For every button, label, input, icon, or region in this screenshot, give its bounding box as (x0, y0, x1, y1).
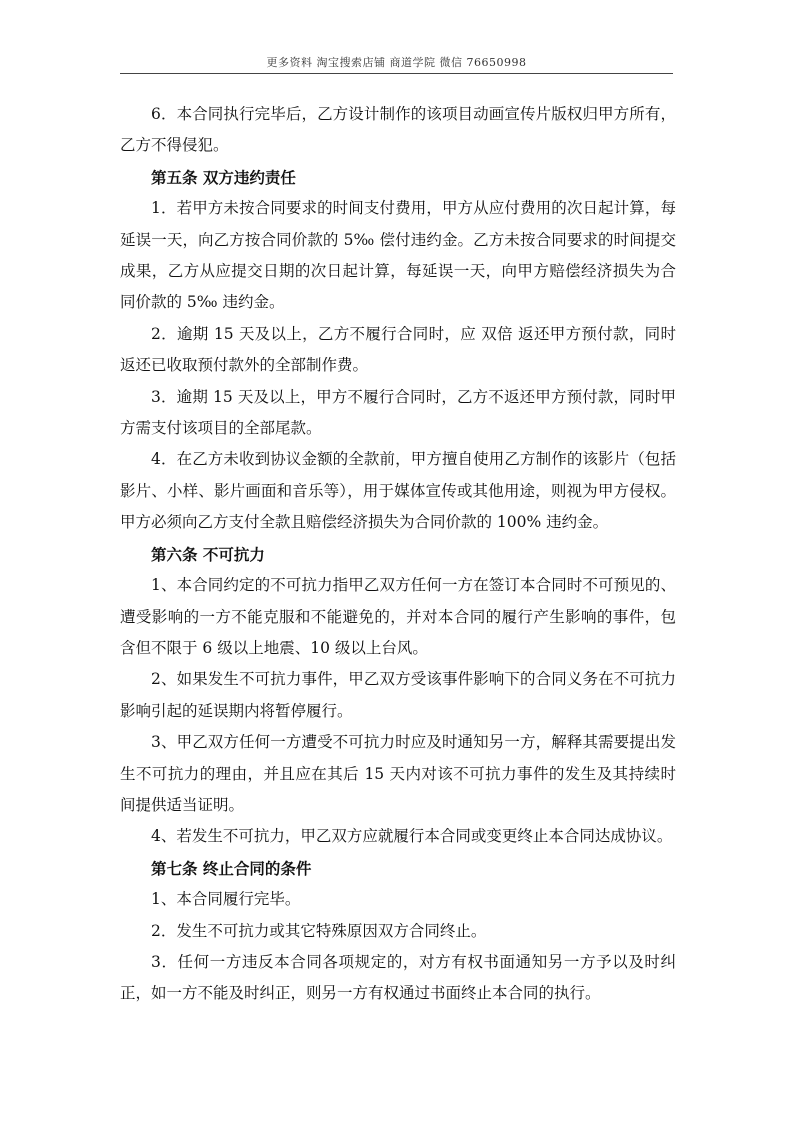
article-7-item-3: 3．任何一方违反本合同各项规定的，对方有权书面通知另一方予以及时纠正，如一方不能及时纠正，则另一方有权通过书面终止本合同的执行。 (120, 952, 676, 1003)
article-5-item-1: 1．若甲方未按合同要求的时间支付费用，甲方从应付费用的次日起计算，每延误一天，向乙方按合同价款的 5‰ 偿付违约金。乙方未按合同要求的时间提交成果，乙方从应提交日期的次日起计算，每延误一天，向甲方赔偿经济损失为合同价款的 5‰ 违约金。 (120, 199, 676, 312)
article-6-item-3: 3、甲乙双方任何一方遭受不可抗力时应及时通知另一方，解释其需要提出发生不可抗力的理由，并且应在其后 15 天内对该不可抗力事件的发生及其持续时间提供适当证明。 (120, 733, 676, 814)
article-6-item-1: 1、本合同约定的不可抗力指甲乙双方任何一方在签订本合同时不可预见的、遭受影响的一方不能克服和不能避免的，并对本合同的履行产生影响的事件，包含但不限于 6 级以上地震、10 级以上台风。 (120, 576, 676, 657)
article-5-item-3: 3．逾期 15 天及以上，甲方不履行合同时，乙方不返还甲方预付款，同时甲方需支付该项目的全部尾款。 (120, 387, 676, 438)
article-7-heading: 第七条 终止合同的条件 (151, 858, 312, 878)
article-5-item-2: 2．逾期 15 天及以上，乙方不履行合同时，应 双倍 返还甲方预付款，同时返还已收取预付款外的全部制作费。 (120, 324, 676, 375)
page-header: 更多资料 淘宝搜索店铺 商道学院 微信 76650998 (266, 56, 527, 69)
clause-5-item-6: 6．本合同执行完毕后，乙方设计制作的该项目动画宣传片版权归甲方所有，乙方不得侵犯。 (120, 105, 676, 155)
article-7-item-1: 1、本合同履行完毕。 (151, 890, 301, 909)
article-6-item-2: 2、如果发生不可抗力事件，甲乙双方受该事件影响下的合同义务在不可抗力影响引起的延误期内将暂停履行。 (120, 670, 676, 720)
article-5-item-4: 4．在乙方未收到协议金额的全款前，甲方擅自使用乙方制作的该影片（包括影片、小样、影片画面和音乐等），用于媒体宣传或其他用途，则视为甲方侵权。甲方必须向乙方支付全款且赔偿经济损失为合同价款的 100% 违约金。 (120, 450, 676, 532)
article-6-heading: 第六条 不可抗力 (151, 544, 265, 564)
article-6-item-4: 4、若发生不可抗力，甲乙双方应就履行本合同或变更终止本合同达成协议。 (151, 827, 673, 846)
header-divider (120, 73, 673, 74)
article-5-heading: 第五条 双方违约责任 (151, 167, 296, 187)
document-body (120, 99, 676, 1010)
article-7-item-2: 2．发生不可抗力或其它特殊原因双方合同终止。 (151, 921, 487, 940)
